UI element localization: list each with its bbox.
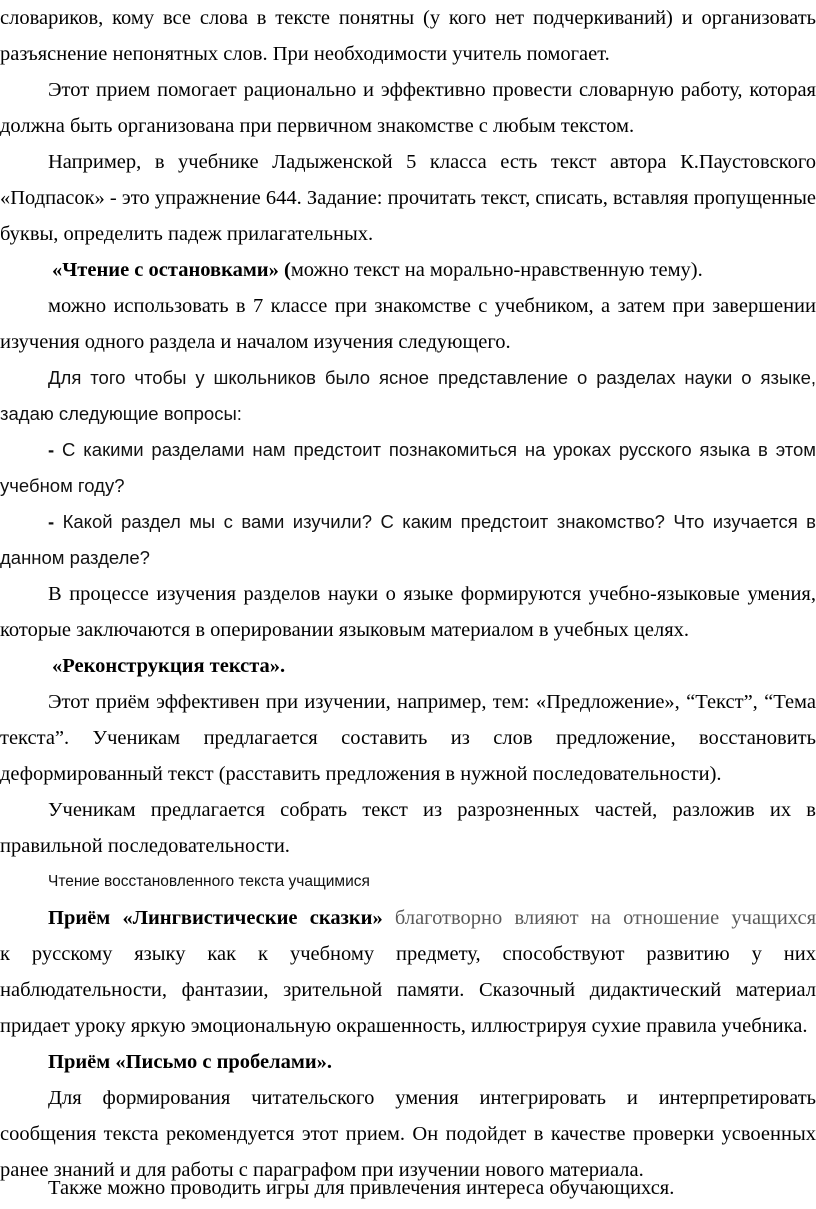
text-line: наблюдательности, фантазии, зрительной памяти. Сказочный дидактический материал: [0, 979, 816, 1001]
text-line: учебном году?: [0, 475, 125, 496]
text-line: данном разделе?: [0, 547, 150, 568]
text-line: к русскому языку как к учебному предмету, способствуют развитию у них: [0, 943, 816, 965]
text-line: изучения одного раздела и началом изучения следующего.: [0, 331, 511, 353]
text-line: правильной последовательности.: [0, 835, 290, 857]
question-text: С какими разделами нам предстоит познакомиться на уроках русского языка в этом: [54, 439, 816, 460]
dash-bold: -: [48, 511, 55, 532]
text-line: придает уроку яркую эмоциональную окрашенность, иллюстрируя сухие правила учебника.: [0, 1015, 808, 1037]
text-line: Этот приём эффективен при изучении, например, тем: «Предложение», “Текст”, “Тема: [48, 691, 816, 713]
text-line: сообщения текста рекомендуется этот прием. Он подойдет в качестве проверки усвоенных: [0, 1123, 816, 1145]
technique-heading-linguistic-tales: [48, 900, 816, 936]
text-line: В процессе изучения разделов науки о языке формируются учебно-языковые умения,: [48, 583, 816, 605]
text-line: текста”. Ученикам предлагается составить из слов предложение, восстановить: [0, 727, 816, 749]
text-line: Чтение восстановленного текста учащимися: [48, 873, 370, 890]
text-line: деформированный текст (расставить предложения в нужной последовательности).: [0, 763, 722, 785]
heading-bold: «Чтение с остановками» (: [52, 259, 291, 281]
heading-bold: Приём «Лингвистические сказки»: [48, 907, 383, 929]
text-line: задаю следующие вопросы:: [0, 403, 242, 424]
heading-rest: можно текст на морально-нравственную тему).: [290, 259, 703, 281]
text-line: словариков, кому все слова в тексте понятны (у кого нет подчеркиваний) и организовать: [0, 7, 816, 29]
technique-heading-writing-gaps: [48, 1044, 816, 1080]
text-line: можно использовать в 7 классе при знакомстве с учебником, а затем при завершении: [48, 295, 816, 317]
text-line: Для того чтобы у школьников было ясное представление о разделах науки о языке,: [48, 367, 816, 388]
text-line: Этот прием помогает рационально и эффективно провести словарную работу, которая: [48, 79, 816, 101]
text-line: буквы, определить падеж прилагательных.: [0, 223, 374, 245]
text-line: Также можно проводить игры для привлечения интереса обучающихся.: [48, 1177, 675, 1199]
heading-bold: Приём «Письмо с пробелами».: [48, 1051, 333, 1073]
text-line: Например, в учебнике Ладыженской 5 класса есть текст автора К.Паустовского: [48, 151, 816, 173]
heading-rest: благотворно влияют на отношение учащихся: [382, 907, 816, 929]
dash-bold: -: [48, 439, 55, 460]
text-line: должна быть организована при первичном знакомстве с любым текстом.: [0, 115, 635, 137]
text-line: ранее знаний и для работы с параграфом при изучении нового материала.: [0, 1159, 644, 1181]
text-line: Для формирования читательского умения интегрировать и интерпретировать: [48, 1087, 816, 1109]
text-line: Ученикам предлагается собрать текст из разрозненных частей, разложив их в: [48, 799, 816, 821]
text-line: которые заключаются в оперировании языковым материалом в учебных целях.: [0, 619, 689, 641]
question-text: Какой раздел мы с вами изучили? С каким предстоит знакомство? Что изучается в: [54, 511, 816, 532]
text-line: «Подпасок» - это упражнение 644. Задание: прочитать текст, списать, вставляя пропущенные: [0, 187, 816, 209]
question-line: [48, 504, 816, 540]
text-line: разъяснение непонятных слов. При необходимости учитель помогает.: [0, 43, 610, 65]
technique-heading-reconstruction: [52, 648, 816, 684]
question-line: [48, 432, 816, 468]
technique-heading-reading-stops: [52, 252, 816, 288]
heading-bold: «Реконструкция текста».: [52, 655, 286, 677]
